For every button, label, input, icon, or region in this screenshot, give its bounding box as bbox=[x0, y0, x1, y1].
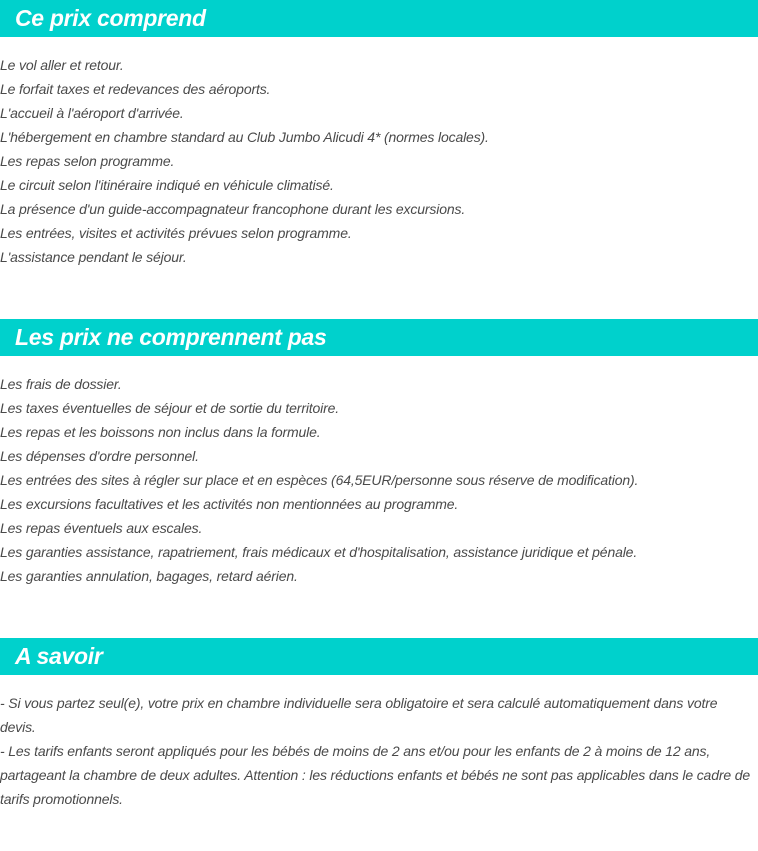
included-list bbox=[0, 53, 758, 269]
included-item: L'hébergement en chambre standard au Club Jumbo Alicudi 4* (normes locales). bbox=[0, 129, 489, 145]
excluded-item: Les taxes éventuelles de séjour et de sortie du territoire. bbox=[0, 400, 340, 416]
included-item: Les repas selon programme. bbox=[0, 153, 175, 169]
included-item: Le circuit selon l'itinéraire indiqué en véhicule climatisé. bbox=[0, 177, 334, 193]
included-section-header bbox=[0, 0, 758, 37]
excluded-section-title: Les prix ne comprennent pas bbox=[15, 324, 327, 350]
excluded-list bbox=[0, 372, 758, 588]
included-item: Le vol aller et retour. bbox=[0, 57, 124, 73]
info-section-title: A savoir bbox=[15, 643, 103, 669]
included-section-title: Ce prix comprend bbox=[15, 5, 206, 31]
included-item: Les entrées, visites et activités prévues selon programme. bbox=[0, 225, 352, 241]
included-item: L'accueil à l'aéroport d'arrivée. bbox=[0, 105, 184, 121]
excluded-section-header bbox=[0, 319, 758, 356]
info-paragraph: - Si vous partez seul(e), votre prix en chambre individuelle sera obligatoire et sera calculé automatiquement dans votre devis. bbox=[0, 695, 718, 735]
excluded-item: Les excursions facultatives et les activités non mentionnées au programme. bbox=[0, 496, 459, 512]
info-notes bbox=[0, 691, 752, 811]
excluded-item: Les entrées des sites à régler sur place et en espèces (64,5EUR/personne sous réserve de modification). bbox=[0, 472, 639, 488]
excluded-item: Les garanties annulation, bagages, retard aérien. bbox=[0, 568, 298, 584]
included-item: Le forfait taxes et redevances des aéroports. bbox=[0, 81, 271, 97]
excluded-item: Les dépenses d'ordre personnel. bbox=[0, 448, 199, 464]
info-paragraph: - Les tarifs enfants seront appliqués pour les bébés de moins de 2 ans et/ou pour les enfants de 2 à moins de 12 ans, partageant la chambre de deux adultes. Attention : les réductions enfants et bébés ne sont pas applicables dans le cadre de tarifs promotionnels. bbox=[0, 743, 750, 807]
excluded-item: Les repas et les boissons non inclus dans la formule. bbox=[0, 424, 321, 440]
included-item: L'assistance pendant le séjour. bbox=[0, 249, 187, 265]
info-section-header bbox=[0, 638, 758, 675]
excluded-item: Les garanties assistance, rapatriement, frais médicaux et d'hospitalisation, assistance juridique et pénale. bbox=[0, 544, 638, 560]
excluded-item: Les frais de dossier. bbox=[0, 376, 122, 392]
excluded-item: Les repas éventuels aux escales. bbox=[0, 520, 203, 536]
included-item: La présence d'un guide-accompagnateur francophone durant les excursions. bbox=[0, 201, 466, 217]
